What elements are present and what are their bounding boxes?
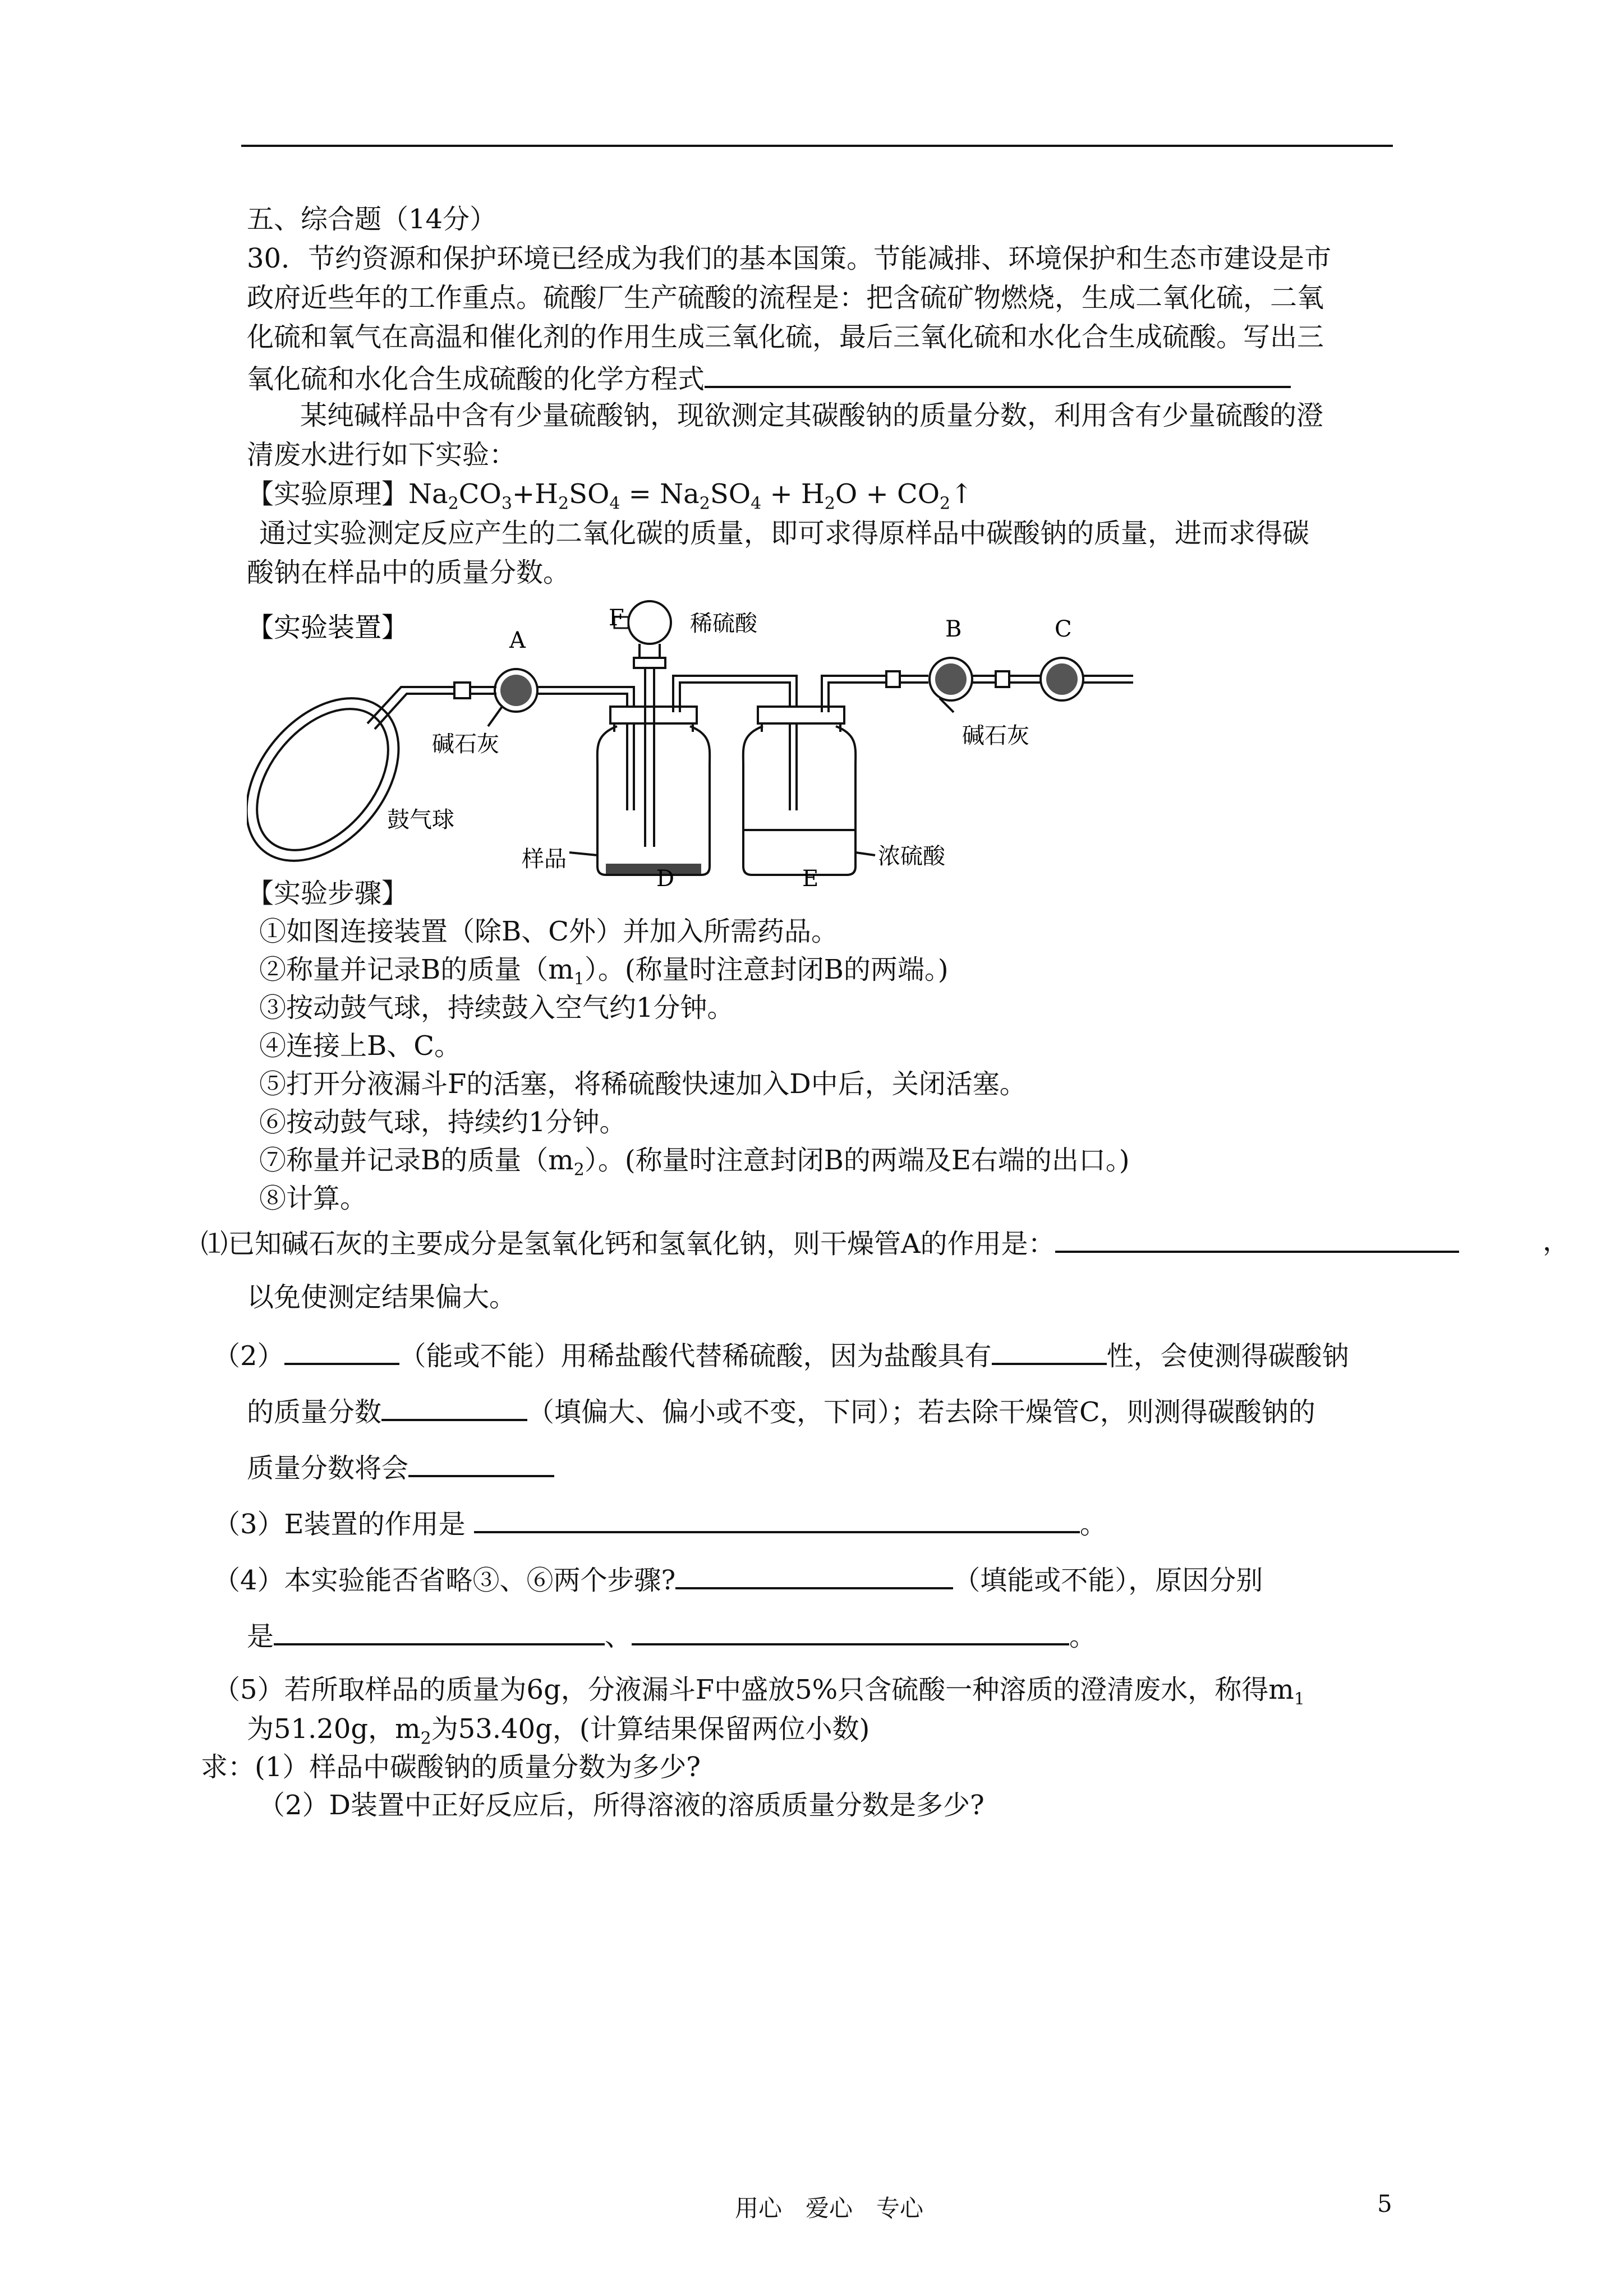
label-conc-acid: 浓硫酸 <box>878 843 945 869</box>
q4-blank-reason-2[interactable] <box>632 1615 1069 1645</box>
q3-answer-blank[interactable] <box>474 1503 1080 1533</box>
intro-line-4 <box>247 358 1291 398</box>
step-1: ①如图连接装置（除B、C外）并加入所需药品。 <box>259 916 839 947</box>
label-f: F <box>609 605 624 631</box>
page-number: 5 <box>1377 2190 1392 2217</box>
question-3: （3）E装置的作用是 。 <box>213 1503 1107 1543</box>
principle-line <box>247 476 973 513</box>
intro-line-1: 30．节约资源和保护环境已经成为我们的基本国策。节能减排、环境保护和生态市建设是市 <box>247 243 1332 274</box>
question-2-line-3: 质量分数将会 <box>247 1447 554 1487</box>
label-sample: 样品 <box>522 846 567 872</box>
principle-text-1: 通过实验测定反应产生的二氧化碳的质量，即可求得原样品中碳酸钠的质量，进而求得碳 <box>259 518 1310 549</box>
intro-line-4-text: 氧化硫和水化合生成硫酸的化学方程式 <box>247 363 705 395</box>
steps-label: 【实验步骤】 <box>247 878 409 909</box>
label-soda-lime-right: 碱石灰 <box>962 723 1029 749</box>
principle-text-2: 酸钠在样品中的质量分数。 <box>247 557 571 588</box>
label-bulb: 鼓气球 <box>387 807 454 833</box>
q4-blank-reason-1[interactable] <box>274 1615 605 1645</box>
question-1-line-2: 以免使测定结果偏大。 <box>247 1281 517 1313</box>
step-7: ⑦称量并记录B的质量$(m_2)$。(称量时注意封闭B的两端及E右端的出口。) <box>259 1145 1130 1180</box>
q2-blank-property[interactable] <box>992 1335 1107 1365</box>
label-soda-lime-left: 碱石灰 <box>432 731 499 757</box>
section-title: 五、综合题（14分） <box>247 204 497 235</box>
label-dilute-acid: 稀硫酸 <box>690 611 757 637</box>
question-5-line-2: 为51.20g，$m_2$为53.40g，(计算结果保留两位小数) <box>247 1713 870 1749</box>
header-rule <box>241 145 1393 147</box>
step-6: ⑥按动鼓气球，持续约1分钟。 <box>259 1106 627 1138</box>
equation-answer-blank[interactable] <box>705 358 1291 388</box>
question-5-line-1: （5）若所取样品的质量为6g，分液漏斗F中盛放5%只含硫酸一种溶质的澄清废水，称得$m_1$ <box>213 1674 1305 1709</box>
question-2-line-1: （2） （能或不能）用稀盐酸代替稀硫酸，因为盐酸具有 性，会使测得碳酸钠 <box>213 1335 1349 1375</box>
q4-blank-can[interactable] <box>675 1559 953 1589</box>
step-2: ②称量并记录B的质量$(m_1)$。(称量时注意封闭B的两端。) <box>259 954 949 989</box>
q2-blank-effect-c[interactable] <box>408 1447 554 1477</box>
footer-text: 用心 爱心 专心 <box>735 2194 924 2222</box>
intro-line-2: 政府近些年的工作重点。硫酸厂生产硫酸的流程是：把含硫矿物燃烧，生成二氧化硫，二氧 <box>247 282 1324 313</box>
q1-comma: ， <box>1543 1225 1570 1257</box>
funnel-f <box>628 601 671 644</box>
q2-blank-effect[interactable] <box>381 1391 527 1421</box>
bulb-outer <box>247 669 429 889</box>
intro-line-3: 化硫和氧气在高温和催化剂的作用生成三氧化硫，最后三氧化硫和水化合生成硫酸。写出三 <box>247 321 1324 353</box>
ask-2: （2）D装置中正好反应后，所得溶液的溶质质量分数是多少? <box>258 1790 984 1821</box>
para2-line-1: 某纯碱样品中含有少量硫酸钠，现欲测定其碳酸钠的质量分数，利用含有少量硫酸的澄 <box>300 400 1324 431</box>
step-3: ③按动鼓气球，持续鼓入空气约1分钟。 <box>259 992 734 1023</box>
ask-1: 求：(1）样品中碳酸钠的质量分数为多少? <box>201 1751 701 1783</box>
label-d: D <box>656 866 675 889</box>
bottle-e <box>743 726 855 875</box>
step-8: ⑧计算。 <box>259 1183 367 1214</box>
chemical-equation: $Na_2CO_3+H_2SO_4 = Na_2SO_4 + H_2O$ + $CO_2↑$ <box>408 478 973 514</box>
label-a: A <box>509 628 526 653</box>
label-b: B <box>945 616 962 642</box>
para2-line-2: 清废水进行如下实验： <box>247 439 517 471</box>
question-2-line-2: 的质量分数 （填偏大、偏小或不变，下同）；若去除干燥管C，则测得碳酸钠的 <box>247 1391 1315 1431</box>
q2-blank-can[interactable] <box>284 1335 399 1365</box>
question-4-line-2: 是 、 。 <box>247 1615 1096 1655</box>
apparatus-label: 【实验装置】 <box>247 612 409 643</box>
step-4: ④连接上B、C。 <box>259 1030 462 1062</box>
question-1-line-1: ⑴已知碱石灰的主要成分是氢氧化钙和氢氧化钠，则干燥管A的作用是： <box>201 1223 1459 1262</box>
question-4-line-1: （4）本实验能否省略③、⑥两个步骤? （填能或不能），原因分别 <box>213 1559 1263 1599</box>
q1-answer-blank[interactable] <box>1055 1223 1459 1253</box>
label-c: C <box>1055 616 1072 642</box>
step-5: ⑤打开分液漏斗F的活塞，将稀硫酸快速加入D中后，关闭活塞。 <box>259 1068 1027 1100</box>
principle-label: 【实验原理】 <box>247 478 409 510</box>
label-e: E <box>802 866 819 889</box>
apparatus-diagram <box>247 586 1172 889</box>
